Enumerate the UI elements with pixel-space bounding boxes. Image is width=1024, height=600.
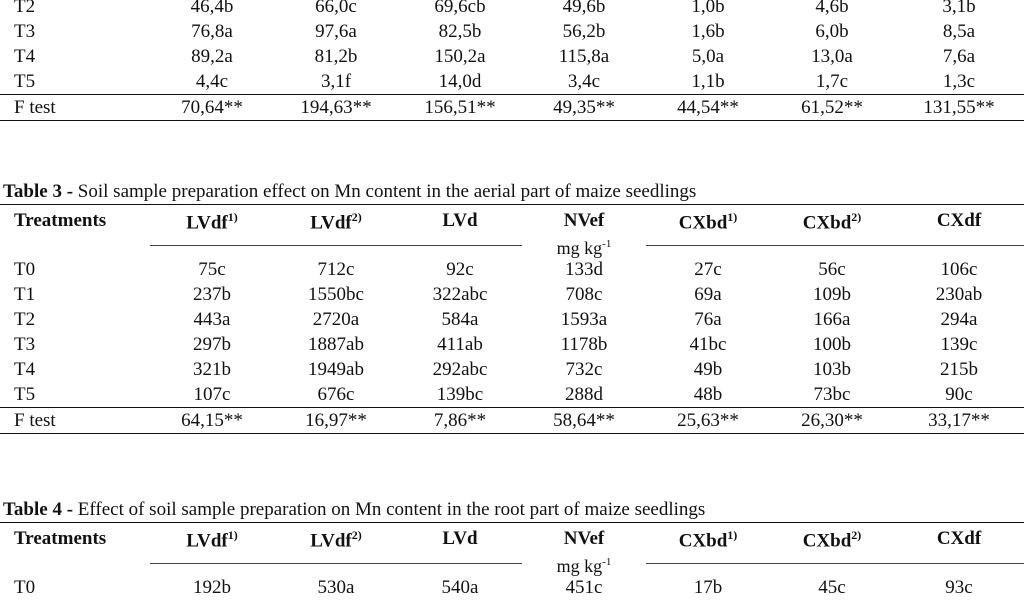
table2-continuation (0, 0, 1024, 121)
value-cell: 230ab (935, 284, 983, 306)
column-header: CXdf (894, 523, 1024, 554)
column-header: Treatments (0, 523, 150, 554)
value-cell: 8,5a (942, 21, 976, 42)
ftest-row (0, 408, 1024, 434)
value-cell: 56c (818, 259, 846, 281)
unit-rule-right (646, 563, 1024, 564)
table3 (0, 204, 1024, 434)
table3-caption-text: Soil sample preparation effect on Mn content in the aerial part of maize seedlings (77, 181, 697, 202)
column-header: Treatments (0, 205, 150, 236)
value-cell: 732c (565, 359, 603, 381)
value-cell: 294a (940, 309, 978, 331)
table2-partial (0, 0, 1024, 121)
table3-caption-label: Table 3 - (3, 181, 74, 202)
value-cell: 75c (198, 259, 226, 281)
column-header: CXbd$^{1)}$ (646, 523, 770, 554)
unit-label: mg $kg^{-1}$ (556, 238, 612, 259)
value-cell: 297b (193, 334, 231, 356)
treatment-cell: T3 (14, 21, 36, 42)
table-row (0, 307, 1024, 332)
value-cell: 3,4c (567, 71, 601, 92)
ftest-row (0, 95, 1024, 121)
value-cell: 76,8a (191, 21, 233, 42)
value-cell: 530a (317, 577, 355, 599)
table3-caption (0, 180, 1024, 204)
value-cell: 5,0a (691, 46, 725, 67)
table-row (0, 44, 1024, 69)
column-header: LVdf$^{2)}$ (274, 205, 398, 236)
treatment-cell: T4 (14, 359, 36, 381)
ftest-value: 25,63** (646, 408, 770, 434)
value-cell: 292abc (432, 359, 488, 381)
value-cell: 6,0b (815, 21, 849, 42)
value-cell: 133d (565, 259, 603, 281)
value-cell: 97,6a (315, 21, 357, 42)
unit-rule-left (150, 563, 522, 564)
value-cell: 27c (694, 259, 722, 281)
table-row (0, 357, 1024, 382)
value-cell: 584a (441, 309, 479, 331)
ftest-value: 131,55** (894, 95, 1024, 121)
value-cell: 1,7c (815, 71, 849, 92)
unit-rule-left (150, 245, 522, 246)
value-cell: 411ab (437, 334, 483, 356)
column-header: NVef (522, 205, 646, 236)
value-cell: 49b (693, 359, 723, 381)
value-cell: 93c (945, 577, 973, 599)
value-cell: 1,3c (942, 71, 976, 92)
value-cell: 7,6a (942, 46, 976, 67)
ftest-value: 16,97** (274, 408, 398, 434)
value-cell: 3,1b (942, 0, 976, 17)
value-cell: 89,2a (191, 46, 233, 67)
value-cell: 3,1f (320, 71, 352, 92)
value-cell: 76a (694, 309, 722, 331)
table-row (0, 575, 1024, 600)
value-cell: 443a (193, 309, 231, 331)
value-cell: 81,2b (314, 46, 358, 67)
value-cell: 41bc (689, 334, 727, 356)
table3-header-row (0, 205, 1024, 236)
value-cell: 4,6b (815, 0, 849, 17)
column-header: CXbd$^{1)}$ (646, 205, 770, 236)
ftest-label: F test (0, 95, 150, 121)
value-cell: 46,4b (190, 0, 234, 17)
column-header: LVdf$^{2)}$ (274, 523, 398, 554)
ftest-value: 26,30** (770, 408, 894, 434)
treatment-cell: T3 (14, 334, 36, 356)
ftest-value: 49,35** (522, 95, 646, 121)
table-row (0, 69, 1024, 95)
column-header: CXdf (894, 205, 1024, 236)
value-cell: 1550bc (308, 284, 364, 306)
value-cell: 107c (193, 384, 231, 406)
column-header: CXbd$^{2)}$ (770, 205, 894, 236)
value-cell: 451c (565, 577, 603, 599)
table3-unit-row (0, 235, 1024, 257)
table4-caption-text: Effect of soil sample preparation on Mn content in the root part of maize seedlings (77, 499, 706, 520)
value-cell: 1,0b (691, 0, 725, 17)
column-header: CXbd$^{2)}$ (770, 523, 894, 554)
column-header: LVd (398, 205, 522, 236)
value-cell: 73bc (813, 384, 851, 406)
ftest-label: F test (0, 408, 150, 434)
value-cell: 13,0a (811, 46, 853, 67)
value-cell: 56,2b (562, 21, 606, 42)
treatment-cell: T5 (14, 384, 36, 406)
ftest-value: 70,64** (150, 95, 274, 121)
table4-unit-row (0, 553, 1024, 575)
value-cell: 150,2a (434, 46, 486, 67)
value-cell: 192b (193, 577, 231, 599)
value-cell: 115,8a (558, 46, 610, 67)
ftest-value: 64,15** (150, 408, 274, 434)
value-cell: 139bc (436, 384, 484, 406)
value-cell: 49,6b (562, 0, 606, 17)
value-cell: 106c (940, 259, 978, 281)
value-cell: 1949ab (308, 359, 364, 381)
table-row (0, 332, 1024, 357)
unit-rule-right (646, 245, 1024, 246)
value-cell: 1887ab (308, 334, 364, 356)
table4-caption-label: Table 4 - (3, 499, 74, 520)
value-cell: 103b (813, 359, 851, 381)
value-cell: 2720a (312, 309, 360, 331)
value-cell: 676c (317, 384, 355, 406)
value-cell: 237b (193, 284, 231, 306)
value-cell: 540a (441, 577, 479, 599)
unit-label: mg $kg^{-1}$ (556, 556, 612, 577)
table-row (0, 257, 1024, 282)
treatment-cell: T5 (14, 71, 36, 92)
value-cell: 100b (813, 334, 851, 356)
value-cell: 708c (565, 284, 603, 306)
value-cell: 17b (693, 577, 723, 599)
ftest-value: 44,54** (646, 95, 770, 121)
value-cell: 4,4c (195, 71, 229, 92)
column-header: NVef (522, 523, 646, 554)
value-cell: 1593a (560, 309, 608, 331)
value-cell: 82,5b (438, 21, 482, 42)
value-cell: 288d (565, 384, 603, 406)
treatment-cell: T0 (14, 577, 36, 599)
table3-block (0, 180, 1024, 434)
table-row (0, 382, 1024, 408)
table4-block (0, 498, 1024, 600)
value-cell: 166a (813, 309, 851, 331)
ftest-value: 33,17** (894, 408, 1024, 434)
ftest-value: 156,51** (398, 95, 522, 121)
value-cell: 1,6b (691, 21, 725, 42)
treatment-cell: T1 (14, 284, 36, 306)
value-cell: 215b (940, 359, 978, 381)
value-cell: 90c (945, 384, 973, 406)
ftest-value: 58,64** (522, 408, 646, 434)
table4 (0, 522, 1024, 600)
value-cell: 14,0d (438, 71, 482, 92)
table4-caption (0, 498, 1024, 522)
value-cell: 45c (818, 577, 846, 599)
value-cell: 139c (940, 334, 978, 356)
value-cell: 1178b (560, 334, 608, 356)
ftest-value: 194,63** (274, 95, 398, 121)
column-header: LVd (398, 523, 522, 554)
value-cell: 109b (813, 284, 851, 306)
value-cell: 69,6cb (434, 0, 486, 17)
value-cell: 321b (193, 359, 231, 381)
table-row (0, 19, 1024, 44)
value-cell: 322abc (432, 284, 488, 306)
value-cell: 92c (446, 259, 474, 281)
treatment-cell: T4 (14, 46, 36, 67)
table4-header-row (0, 523, 1024, 554)
column-header: LVdf$^{1)}$ (150, 523, 274, 554)
value-cell: 66,0c (315, 0, 357, 17)
treatment-cell: T2 (14, 0, 36, 17)
column-header: LVdf$^{1)}$ (150, 205, 274, 236)
table-row (0, 0, 1024, 19)
value-cell: 48b (693, 384, 723, 406)
value-cell: 1,1b (691, 71, 725, 92)
value-cell: 712c (317, 259, 355, 281)
value-cell: 69a (694, 284, 722, 306)
ftest-value: 7,86** (398, 408, 522, 434)
table-row (0, 282, 1024, 307)
treatment-cell: T0 (14, 259, 36, 281)
ftest-value: 61,52** (770, 95, 894, 121)
treatment-cell: T2 (14, 309, 36, 331)
